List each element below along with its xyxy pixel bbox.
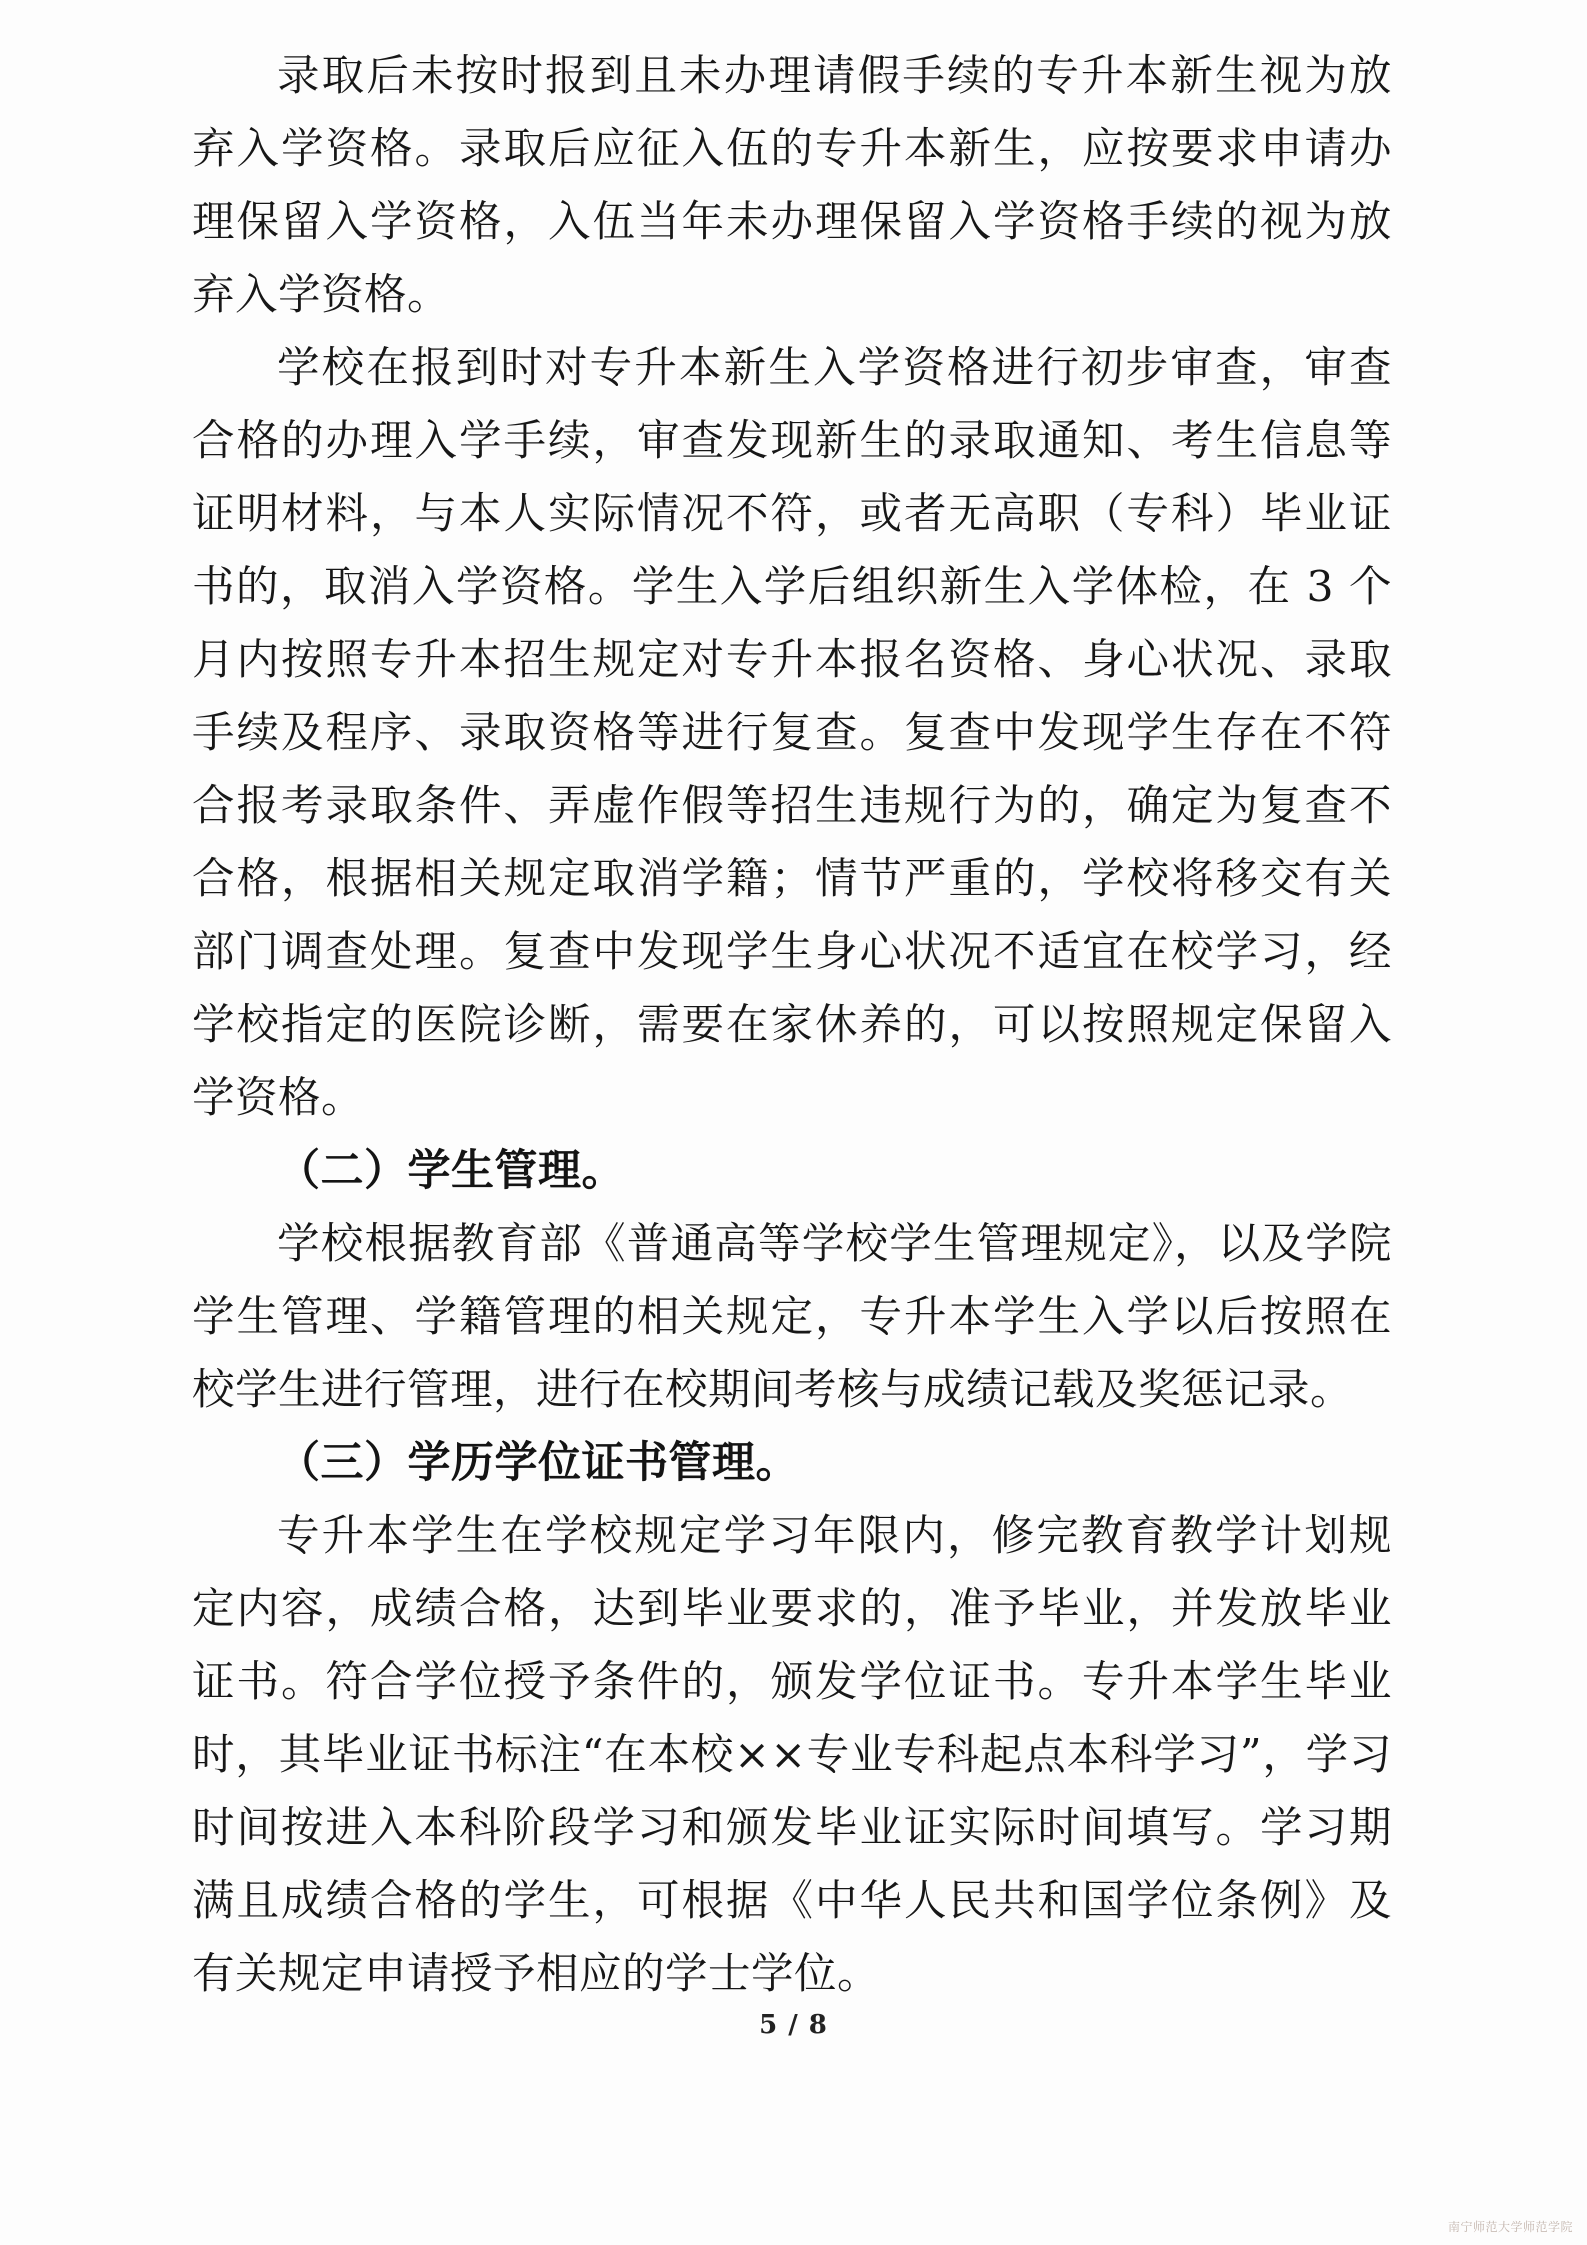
page-number: 5 / 8 [759, 2010, 828, 2040]
watermark-text: 南宁师范大学师范学院 [1447, 2220, 1573, 2234]
paragraph-student-management-detail: 学校根据教育部《普通高等学校学生管理规定》，以及学院学生管理、学籍管理的相关规定，专升本学生入学以后按照在校学生进行管理，进行在校期间考核与成绩记载及奖惩记录。 [192, 1220, 1392, 1415]
paragraph-enrollment-registration: 录取后未按时报到且未办理请假手续的专升本新生视为放弃入学资格。录取后应征入伍的专升本新生，应按要求申请办理保留入学资格，入伍当年未办理保留入学资格手续的视为放弃入学资格。 [192, 52, 1392, 320]
section-heading-student-management: （二）学生管理。 [277, 1146, 625, 1196]
section-heading-degree-certificate-management: （三）学历学位证书管理。 [277, 1438, 799, 1488]
document-body [192, 40, 1392, 2011]
paragraph-degree-certificate-detail: 专升本学生在学校规定学习年限内，修完教育教学计划规定内容，成绩合格，达到毕业要求的，准予毕业，并发放毕业证书。符合学位授予条件的，颁发学位证书。专升本学生毕业时，其毕业证书标注“在本校××专业专科起点本科学习”，学习时间按进入本科阶段学习和颁发毕业证实际时间填写。学习期满且成绩合格的学生，可根据《中华人民共和国学位条例》及有关规定申请授予相应的学士学位。 [192, 1512, 1392, 1999]
paragraph-qualification-review: 学校在报到时对专升本新生入学资格进行初步审查，审查合格的办理入学手续，审查发现新生的录取通知、考生信息等证明材料，与本人实际情况不符，或者无高职（专科）毕业证书的，取消入学资格。学生入学后组织新生入学体检，在 3 个月内按照专升本招生规定对专升本报名资格、身心状况、录取手续及程序、录取资格等进行复查。复查中发现学生存在不符合报考录取条件、弄虚作假等招生违规行为的，确定为复查不合格，根据相关规定取消学籍；情节严重的，学校将移交有关部门调查处理。复查中发现学生身心状况不适宜在校学习，经学校指定的医院诊断，需要在家休养的，可以按照规定保留入学资格。 [192, 344, 1392, 1123]
